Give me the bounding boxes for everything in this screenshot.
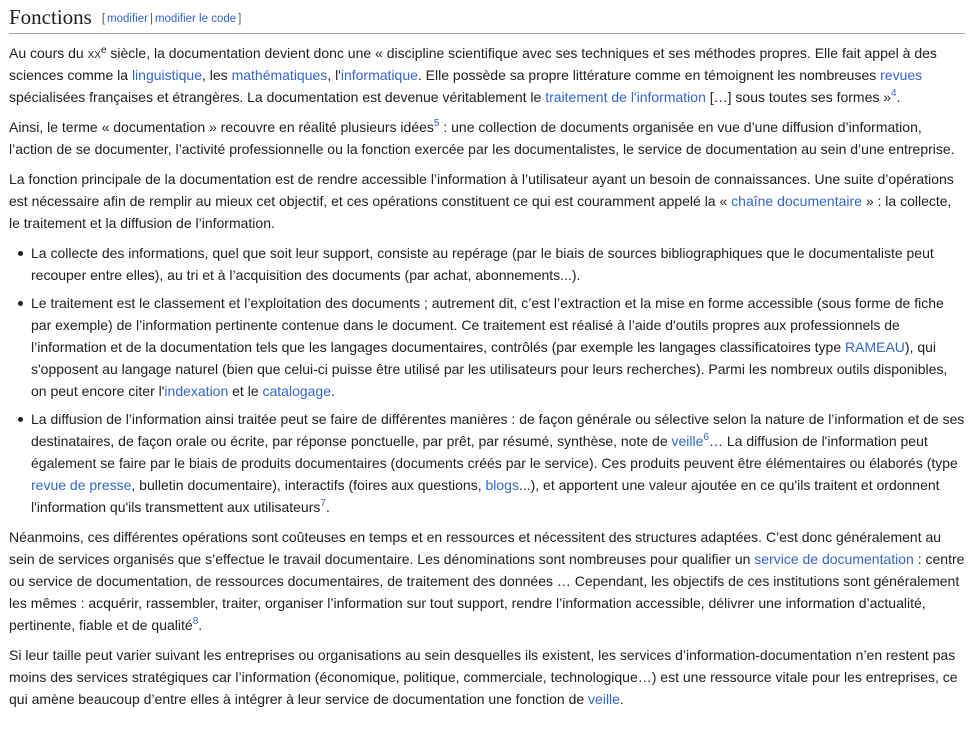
reference-8[interactable]: 8 [192, 616, 199, 627]
link-traitement-information[interactable]: traitement de l'information [545, 89, 706, 105]
operations-list [9, 242, 965, 518]
reference-4[interactable]: 4 [891, 88, 897, 99]
list-item-traitement: Le traitement est le classement et l’exploitation des documents ; autrement dit, c’est l’extraction et la mise en forme accessible (sous forme de fiche par exemple) de l’information pertinente contenue dans le document. Ce traitement est réalisé à l’aide d'outils propres aux professionnels de l’information et de la documentation tels que les langages documentaires, contrôlés (par exemple les langages classificatoires type RAMEAU), qui s'opposent au langage naturel (bien que celui-ci puisse être utilisé par les utilisateurs pour leurs recherches). Parmi les nombreux outils disponibles, on peut encore citer l'indexation et le catalogage. [31, 292, 965, 402]
section-title: Fonctions [9, 5, 92, 29]
paragraph-1: Au cours du $xx^e$ siècle, la documentation devient donc une « discipline scientifique avec ses techniques et ses méthodes propres. Elle fait appel à des sciences comme la linguistique, les mathématiques, l'informatique. Elle possède sa propre littérature comme en témoignent les nombreuses revues spécialisées françaises et étrangères. La documentation est devenue véritablement le traitement de l'information […] sous toutes ses formes »$^4$. [9, 45, 937, 105]
link-chaine-documentaire[interactable]: chaîne documentaire [731, 193, 862, 209]
link-mathematiques[interactable]: mathématiques [231, 67, 328, 83]
link-veille-2[interactable]: veille [588, 691, 620, 707]
paragraph-4: Néanmoins, ces différentes opérations sont coûteuses en temps et en ressources et nécessitent des structures adaptées. C’est donc généralement au sein de services organisés que s’effectue le travail documentaire. Les dénominations sont nombreuses pour qualifier un service de documentation : centre ou service de documentation, de ressources documentaires, de traitement des données … Cependant, les objectifs de ces institutions sont généralement les mêmes : acquérir, rassembler, traiter, organiser l’information sur tout support, rendre l’information accessible, délivrer une information d’actualité, pertinente, fiable et de qualité$^8$. [9, 529, 965, 633]
bullet-icon [18, 251, 23, 256]
edit-section-links: [ modifier | modifier le code ] [101, 13, 242, 25]
edit-link[interactable]: modifier [107, 13, 148, 25]
link-rameau[interactable]: RAMEAU [845, 339, 905, 355]
link-catalogage[interactable]: catalogage [262, 383, 332, 399]
paragraph-3: La fonction principale de la documentation est de rendre accessible l’information à l’utilisateur ayant un besoin de connaissances. Une suite d’opérations est nécessaire afin de remplir au mieux cet objectif, et ces opérations constituent ce qui est couramment appelé la « chaîne documentaire » : la collecte, le traitement et la diffusion de l’information. [9, 171, 954, 231]
article-content [9, 0, 965, 710]
reference-6[interactable]: 6 [703, 432, 709, 443]
link-indexation[interactable]: indexation [164, 383, 229, 399]
century-numeral: xx [87, 45, 101, 61]
link-revues[interactable]: revues [880, 67, 923, 83]
list-item-collecte: La collecte des informations, quel que soit leur support, consiste au repérage (par le biais de sources bibliographiques que le documentaliste peut recouper entre elles), au tri et à l’acquisition des documents (par achat, abonnements...). [31, 242, 965, 286]
link-blogs[interactable]: blogs [485, 477, 519, 493]
reference-7[interactable]: 7 [320, 498, 326, 509]
list-item-diffusion: La diffusion de l’information ainsi traitée peut se faire de différentes manières : de façon générale ou sélective selon la nature de l’information et de ses destinataires, de façon orale ou écrite, par réponse ponctuelle, par prêt, par résumé, synthèse, note de veille$^6$… La diffusion de l'information peut également se faire par le biais de produits documentaires (documents créés par le service). Ces produits peuvent être élémentaires ou élaborés (type revue de presse, bulletin documentaire), interactifs (foires aux questions, blogs...), et apportent une valeur ajoutée en ce qu'ils traitent et ordonnent l'information qu'ils transmettent aux utilisateurs$^7$. [31, 408, 965, 518]
link-veille[interactable]: veille [671, 433, 704, 449]
paragraph-2: Ainsi, le terme « documentation » recouvre en réalité plusieurs idées$^5$ : une collection de documents organisée en vue d’une diffusion d’information, l’action de se documenter, l’activité professionnelle ou la fonction exercée par les documentalistes, le service de documentation au sein d’une entreprise. [9, 118, 955, 157]
link-informatique[interactable]: informatique [340, 67, 418, 83]
link-revue-de-presse[interactable]: revue de presse [31, 477, 132, 493]
link-linguistique[interactable]: linguistique [131, 67, 202, 83]
bullet-icon [18, 417, 23, 422]
bullet-icon [18, 301, 23, 306]
paragraph-5: Si leur taille peut varier suivant les entreprises ou organisations au sein desquelles ils existent, les services d’information-documentation n’en restent pas moins des services stratégiques car l’information (économique, politique, commerciale, technologique…) est une ressource vitale pour les entreprises, ce qui amène beaucoup d’entre elles à intégrer à leur service de documentation une fonction de veille. [9, 647, 958, 707]
edit-source-link[interactable]: modifier le code [154, 13, 237, 25]
link-service-de-documentation[interactable]: service de documentation [754, 551, 914, 567]
reference-5[interactable]: 5 [433, 118, 440, 129]
section-heading [9, 3, 965, 34]
